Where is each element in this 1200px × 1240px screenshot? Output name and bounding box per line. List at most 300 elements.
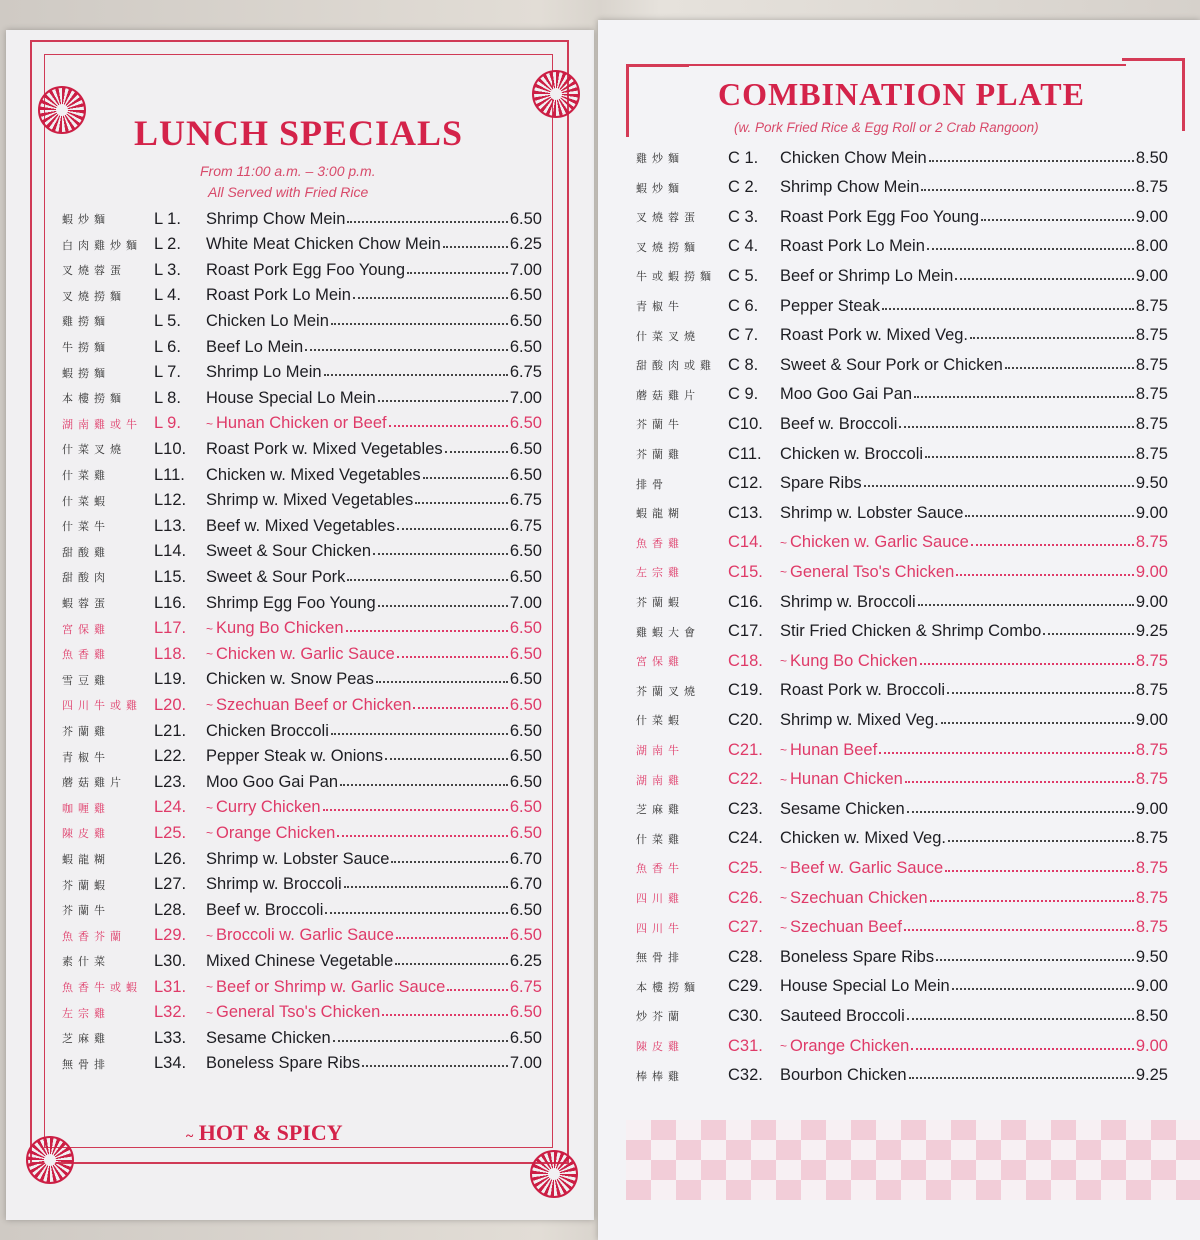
item-chinese-name: 魚香牛或蝦 <box>62 982 142 994</box>
item-name: Orange Chicken <box>790 1036 910 1055</box>
menu-item-row <box>636 472 1168 496</box>
pepper-icon: ~ <box>780 1039 788 1053</box>
item-price: 6.75 <box>509 977 542 996</box>
dot-leader <box>907 801 1134 813</box>
item-name: Beef w. Broccoli <box>206 900 324 919</box>
dot-leader <box>325 902 507 914</box>
item-chinese-name: 叉燒撈麵 <box>62 290 126 303</box>
dot-leader <box>929 150 1134 162</box>
hot-spicy-legend <box>186 1120 343 1146</box>
item-name: Chicken Chow Mein <box>780 148 927 167</box>
dot-leader <box>1005 357 1134 369</box>
dot-leader <box>396 927 508 939</box>
item-name: Chicken w. Broccoli <box>780 444 924 463</box>
item-price: 8.75 <box>1135 178 1168 197</box>
item-price: 9.00 <box>1135 977 1168 996</box>
item-price: 7.00 <box>509 260 542 279</box>
menu-item-row <box>636 590 1168 614</box>
item-price: 8.75 <box>1135 740 1168 759</box>
item-price: 8.75 <box>1135 829 1168 848</box>
item-price: 8.75 <box>1135 918 1168 937</box>
fan-ornament-icon <box>532 70 580 118</box>
pepper-icon: ~ <box>780 861 788 876</box>
pepper-icon: ~ <box>206 800 214 815</box>
item-price: 6.50 <box>509 414 542 433</box>
item-code: C20. <box>728 710 763 729</box>
pepper-icon: ~ <box>780 891 788 905</box>
pepper-icon: ~ <box>206 1005 214 1020</box>
item-price: 6.50 <box>509 311 542 330</box>
dot-leader <box>907 1008 1134 1020</box>
item-code: L31. <box>154 977 187 996</box>
item-name: Sweet & Sour Chicken <box>206 542 372 561</box>
item-chinese-name: 陳皮雞 <box>636 1041 684 1053</box>
menu-item-row <box>636 679 1168 703</box>
item-chinese-name: 棒棒雞 <box>636 1070 684 1083</box>
item-name: Chicken Lo Mein <box>206 311 329 330</box>
item-chinese-name: 白肉雞炒麵 <box>62 239 142 252</box>
item-name: Sweet & Sour Pork or Chicken <box>780 355 1003 374</box>
item-code: C31. <box>728 1036 763 1055</box>
item-price: 6.50 <box>509 209 542 228</box>
item-chinese-name: 排骨 <box>636 478 668 491</box>
item-code: C16. <box>728 592 763 611</box>
menu-item-row <box>636 442 1168 466</box>
dot-leader <box>879 742 1134 754</box>
item-chinese-name: 雞撈麵 <box>62 316 110 329</box>
item-name: Roast Pork Egg Foo Young <box>206 260 406 279</box>
dot-leader <box>930 890 1134 902</box>
dot-leader <box>920 653 1134 665</box>
item-price: 6.50 <box>509 772 542 791</box>
item-code: L32. <box>154 1003 187 1022</box>
menu-item-row <box>636 649 1168 673</box>
dot-leader <box>333 1030 508 1042</box>
dot-leader <box>882 298 1134 310</box>
item-code: C27. <box>728 918 763 937</box>
dot-leader <box>947 682 1134 694</box>
item-chinese-name: 什菜雞 <box>62 470 110 482</box>
item-chinese-name: 什菜蝦 <box>636 715 684 728</box>
item-chinese-name: 什菜叉燒 <box>636 330 700 343</box>
item-code: C21. <box>728 740 763 759</box>
item-chinese-name: 青椒牛 <box>636 301 684 313</box>
pepper-icon: ~ <box>780 535 788 550</box>
item-code: C30. <box>728 1006 763 1025</box>
item-code: C26. <box>728 888 763 907</box>
item-name: Beef or Shrimp w. Garlic Sauce <box>216 977 446 996</box>
item-chinese-name: 什菜牛 <box>62 521 110 534</box>
item-name: Shrimp Chow Mein <box>206 209 346 228</box>
item-code: L23. <box>154 772 187 791</box>
item-chinese-name: 芥蘭牛 <box>62 905 110 918</box>
item-chinese-name: 芥蘭蝦 <box>62 879 110 892</box>
item-name: House Special Lo Mein <box>780 977 950 996</box>
item-price: 6.50 <box>509 439 542 458</box>
item-price: 6.50 <box>509 823 542 842</box>
item-code: L19. <box>154 670 187 689</box>
dot-leader <box>346 620 508 632</box>
item-name: Chicken Broccoli <box>206 721 329 740</box>
item-price: 6.25 <box>509 951 542 970</box>
item-price: 9.25 <box>1135 622 1168 641</box>
item-price: 6.75 <box>509 491 542 510</box>
item-name: Moo Goo Gai Pan <box>780 385 913 404</box>
item-code: C10. <box>728 414 763 433</box>
item-code: L 8. <box>154 388 181 407</box>
dot-leader <box>927 238 1134 250</box>
item-name: Moo Goo Gai Pan <box>206 772 339 791</box>
fan-ornament-icon <box>38 86 86 134</box>
dot-leader <box>981 209 1134 221</box>
item-name: White Meat Chicken Chow Mein <box>206 235 441 254</box>
menu-item-row <box>636 945 1168 969</box>
item-name: Shrimp w. Mixed Veg. <box>780 710 939 729</box>
item-code: C32. <box>728 1066 763 1085</box>
item-price: 6.50 <box>509 747 542 766</box>
item-chinese-name: 咖喱雞 <box>62 802 110 815</box>
menu-item-row <box>636 560 1168 584</box>
item-name: Szechuan Beef or Chicken <box>216 695 412 714</box>
item-price: 8.75 <box>1135 770 1168 789</box>
menu-item-row <box>62 335 542 359</box>
menu-item-row <box>636 856 1168 880</box>
item-price: 8.00 <box>1135 237 1168 256</box>
item-code: L26. <box>154 849 187 868</box>
menu-item-row <box>62 1001 542 1025</box>
item-name: Pepper Steak <box>780 296 880 315</box>
item-price: 6.70 <box>509 875 542 894</box>
dot-leader <box>921 179 1133 191</box>
item-name: Beef w. Broccoli <box>780 414 898 433</box>
item-code: L14. <box>154 542 187 561</box>
item-name: Roast Pork w. Mixed Vegetables <box>206 439 443 458</box>
menu-item-row <box>636 916 1168 940</box>
item-price: 9.25 <box>1135 1066 1168 1085</box>
item-name: Sesame Chicken <box>780 799 905 818</box>
lunch-served-note: All Served with Fried Rice <box>208 184 369 200</box>
dot-leader <box>331 723 508 735</box>
item-code: L 4. <box>154 286 181 305</box>
dot-leader <box>397 518 508 530</box>
item-chinese-name: 牛撈麵 <box>62 342 110 354</box>
menu-item-row <box>62 591 542 615</box>
menu-item-row <box>62 412 542 436</box>
menu-item-row <box>62 386 542 410</box>
item-price: 8.50 <box>1135 148 1168 167</box>
combo-title: COMBINATION PLATE <box>718 76 1085 112</box>
dot-leader <box>395 953 508 965</box>
menu-item-row <box>636 412 1168 436</box>
dot-leader <box>925 446 1134 458</box>
menu-item-row <box>636 708 1168 732</box>
item-chinese-name: 雪豆雞 <box>62 674 110 687</box>
item-name: Chicken w. Garlic Sauce <box>790 533 969 552</box>
item-code: C24. <box>728 829 763 848</box>
dot-leader <box>965 505 1133 517</box>
dot-leader <box>323 799 508 811</box>
menu-item-row <box>636 738 1168 762</box>
menu-item-row <box>636 501 1168 525</box>
item-name: Shrimp w. Broccoli <box>206 875 342 894</box>
combo-top-rule <box>686 64 1126 66</box>
dot-leader <box>389 415 508 427</box>
item-chinese-name: 芥蘭雞 <box>636 449 684 461</box>
item-code: C13. <box>728 503 763 522</box>
dot-leader <box>391 851 507 863</box>
item-name: Chicken w. Mixed Vegetables <box>206 465 421 484</box>
item-chinese-name: 魚香雞 <box>62 649 110 662</box>
dot-leader <box>378 595 508 607</box>
menu-item-row <box>636 1004 1168 1028</box>
item-price: 7.00 <box>509 1054 542 1073</box>
item-code: L 5. <box>154 311 181 330</box>
item-code: C 2. <box>728 178 759 197</box>
item-code: C19. <box>728 681 763 700</box>
menu-item-row <box>62 437 542 461</box>
item-code: L28. <box>154 900 187 919</box>
pepper-icon: ~ <box>206 698 214 713</box>
item-code: C 8. <box>728 355 759 374</box>
item-code: L 2. <box>154 235 181 254</box>
item-price: 9.00 <box>1135 266 1168 285</box>
item-price: 9.00 <box>1135 503 1168 522</box>
item-name: Szechuan Chicken <box>790 888 928 907</box>
dot-leader <box>447 979 508 991</box>
item-chinese-name: 雞蝦大會 <box>636 626 700 639</box>
dot-leader <box>382 1004 508 1016</box>
menu-item-row <box>636 827 1168 851</box>
item-name: Pepper Steak w. Onions <box>206 747 384 766</box>
item-code: C23. <box>728 799 763 818</box>
dot-leader <box>914 386 1134 398</box>
item-chinese-name: 無骨排 <box>636 952 684 965</box>
item-chinese-name: 叉燒撈麵 <box>636 241 700 254</box>
menu-item-row <box>62 642 542 666</box>
item-chinese-name: 宮保雞 <box>636 656 684 669</box>
item-code: L 9. <box>154 414 181 433</box>
item-chinese-name: 魚香雞 <box>636 537 684 550</box>
item-chinese-name: 什菜蝦 <box>62 495 110 508</box>
menu-item-row <box>62 668 542 692</box>
item-price: 6.70 <box>509 849 542 868</box>
item-name: Bourbon Chicken <box>780 1066 907 1085</box>
item-chinese-name: 叉燒蓉蛋 <box>62 265 126 278</box>
menu-item-row <box>62 309 542 333</box>
item-name: Shrimp w. Lobster Sauce <box>780 503 964 522</box>
item-chinese-name: 湖南牛 <box>636 745 684 757</box>
item-code: L30. <box>154 951 187 970</box>
menu-item-row <box>636 886 1168 910</box>
item-code: L17. <box>154 619 187 638</box>
item-price: 6.50 <box>509 542 542 561</box>
dot-leader <box>952 978 1134 990</box>
dot-leader <box>415 492 508 504</box>
item-chinese-name: 芝麻雞 <box>636 804 684 817</box>
dot-leader <box>423 467 508 479</box>
item-name: Boneless Spare Ribs <box>780 947 935 966</box>
menu-item-row <box>636 768 1168 792</box>
item-price: 6.50 <box>509 926 542 945</box>
item-chinese-name: 炒芥蘭 <box>636 1011 684 1024</box>
item-name: Hunan Beef <box>790 740 878 759</box>
menu-item-row <box>62 463 542 487</box>
item-price: 9.50 <box>1135 947 1168 966</box>
item-code: C 3. <box>728 207 759 226</box>
item-name: House Special Lo Mein <box>206 388 376 407</box>
dot-leader <box>347 569 507 581</box>
item-price: 9.00 <box>1135 1036 1168 1055</box>
pepper-icon: ~ <box>206 980 214 994</box>
item-name: Beef or Shrimp Lo Mein <box>780 266 954 285</box>
dot-leader <box>376 671 508 683</box>
item-name: Chicken w. Snow Peas <box>206 670 374 689</box>
item-chinese-name: 四川牛或雞 <box>62 700 142 713</box>
item-chinese-name: 甜酸雞 <box>62 546 110 559</box>
item-code: L11. <box>154 465 185 484</box>
combo-subtitle: (w. Pork Fried Rice & Egg Roll or 2 Crab Rangoon) <box>734 120 1039 135</box>
item-name: Beef Lo Mein <box>206 337 304 356</box>
menu-item-row <box>62 847 542 871</box>
item-chinese-name: 蝦龍糊 <box>62 854 110 866</box>
item-price: 8.75 <box>1135 414 1168 433</box>
dot-leader <box>956 564 1134 576</box>
menu-item-row <box>62 975 542 999</box>
dot-leader <box>936 949 1134 961</box>
menu-item-row <box>636 975 1168 999</box>
pepper-icon: ~ <box>780 654 788 669</box>
item-chinese-name: 什菜叉燒 <box>62 444 126 457</box>
item-chinese-name: 芝麻雞 <box>62 1033 110 1046</box>
item-chinese-name: 蝦炒麵 <box>636 182 684 195</box>
pepper-icon: ~ <box>780 743 788 757</box>
menu-item-row <box>62 924 542 948</box>
menu-item-row <box>62 873 542 897</box>
item-price: 6.50 <box>509 721 542 740</box>
menu-item-row <box>636 264 1168 288</box>
lunch-hours: From 11:00 a.m. – 3:00 p.m. <box>200 163 376 179</box>
dot-leader <box>407 262 508 274</box>
item-price: 6.50 <box>509 286 542 305</box>
dot-leader <box>305 339 508 351</box>
item-code: C22. <box>728 770 763 789</box>
dot-leader <box>948 830 1134 842</box>
item-chinese-name: 素什菜 <box>62 956 110 969</box>
item-code: C29. <box>728 977 763 996</box>
dot-leader <box>347 211 507 223</box>
item-code: L27. <box>154 875 187 894</box>
item-name: Chicken w. Garlic Sauce <box>216 644 395 663</box>
item-name: Roast Pork w. Broccoli <box>780 681 946 700</box>
item-code: L20. <box>154 695 187 714</box>
item-chinese-name: 甜酸肉或雞 <box>636 360 716 373</box>
item-price: 8.75 <box>1135 355 1168 374</box>
item-name: Kung Bo Chicken <box>216 619 344 638</box>
item-chinese-name: 魚香芥蘭 <box>62 930 126 943</box>
dot-leader <box>331 313 508 325</box>
item-price: 6.75 <box>509 363 542 382</box>
item-price: 8.75 <box>1135 326 1168 345</box>
item-name: Shrimp Lo Mein <box>206 363 322 382</box>
menu-item-row <box>62 540 542 564</box>
item-chinese-name: 宮保雞 <box>62 623 110 636</box>
item-chinese-name: 芥蘭雞 <box>62 726 110 738</box>
checker-pattern-decoration <box>626 1120 1200 1200</box>
item-price: 9.50 <box>1135 474 1168 493</box>
item-name: Hunan Chicken or Beef <box>216 414 387 433</box>
item-chinese-name: 什菜雞 <box>636 833 684 846</box>
menu-item-row <box>62 565 542 589</box>
item-name: Stir Fried Chicken & Shrimp Combo <box>780 622 1042 641</box>
dot-leader <box>413 697 507 709</box>
item-name: Boneless Spare Ribs <box>206 1054 361 1073</box>
menu-item-row <box>62 1052 542 1076</box>
item-code: L 3. <box>154 260 181 279</box>
menu-item-row <box>62 898 542 922</box>
item-chinese-name: 蝦炒麵 <box>62 214 110 226</box>
item-name: Roast Pork Egg Foo Young <box>780 207 980 226</box>
menu-item-row <box>636 383 1168 407</box>
item-code: L 6. <box>154 337 181 356</box>
item-price: 6.50 <box>509 695 542 714</box>
dot-leader <box>353 287 508 299</box>
menu-item-row <box>636 353 1168 377</box>
item-chinese-name: 芥蘭叉燒 <box>636 685 700 698</box>
item-name: Orange Chicken <box>216 823 336 842</box>
item-code: L15. <box>154 567 187 586</box>
dot-leader <box>945 860 1134 872</box>
item-code: C11. <box>728 444 762 463</box>
item-code: L 7. <box>154 363 181 382</box>
item-chinese-name: 四川雞 <box>636 893 684 905</box>
dot-leader <box>911 1038 1134 1050</box>
menu-item-row <box>636 620 1168 644</box>
item-chinese-name: 陳皮雞 <box>62 828 110 841</box>
item-name: Chicken w. Mixed Veg. <box>780 829 946 848</box>
dot-leader <box>445 441 508 453</box>
menu-item-row <box>62 489 542 513</box>
item-name: Shrimp w. Lobster Sauce <box>206 849 390 868</box>
item-price: 7.00 <box>509 388 542 407</box>
item-price: 6.50 <box>509 1003 542 1022</box>
item-code: L22. <box>154 747 187 766</box>
item-code: C18. <box>728 651 763 670</box>
item-chinese-name: 蝦撈麵 <box>62 367 110 380</box>
item-name: Roast Pork w. Mixed Veg. <box>780 326 969 345</box>
item-price: 6.50 <box>509 1028 542 1047</box>
item-code: L 1. <box>154 209 181 228</box>
item-code: C 4. <box>728 237 759 256</box>
menu-item-row <box>636 205 1168 229</box>
item-price: 7.00 <box>509 593 542 612</box>
menu-item-row <box>62 745 542 769</box>
pepper-icon: ~ <box>780 920 788 935</box>
item-chinese-name: 湖南雞或牛 <box>62 418 142 431</box>
fan-ornament-icon <box>26 1136 74 1184</box>
item-price: 8.75 <box>1135 651 1168 670</box>
item-name: Sweet & Sour Pork <box>206 567 346 586</box>
item-price: 6.50 <box>509 465 542 484</box>
item-chinese-name: 左宗雞 <box>62 1007 110 1020</box>
item-name: Shrimp w. Mixed Vegetables <box>206 491 414 510</box>
dot-leader <box>1043 623 1134 635</box>
menu-item-row <box>62 284 542 308</box>
item-code: L34. <box>154 1054 187 1073</box>
hot-spicy-label: HOT & SPICY <box>198 1120 343 1145</box>
item-name: Curry Chicken <box>216 798 321 817</box>
item-code: C28. <box>728 947 763 966</box>
item-chinese-name: 甜酸肉 <box>62 572 110 585</box>
